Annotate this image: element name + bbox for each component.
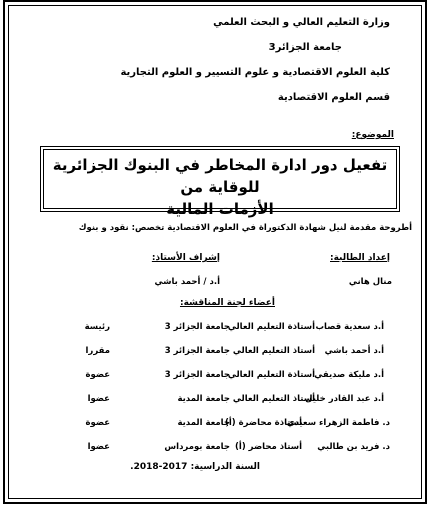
committee-label: أعضاء لجنة المناقشة: bbox=[179, 298, 275, 308]
member-role: رئيسة bbox=[84, 322, 110, 332]
faculty-name: كلية العلوم الاقتصادية و علوم التسيير و العلوم التجارية bbox=[120, 67, 390, 78]
member-name: أ.د عبد القادر خليل bbox=[305, 394, 384, 404]
member-university: جامعة المدية bbox=[177, 394, 230, 404]
member-university: جامعة بومرداس bbox=[164, 442, 230, 452]
member-name: د. فريد بن طالبي bbox=[317, 442, 390, 452]
member-rank: أستاذة التعليم العالي bbox=[227, 322, 315, 332]
title-box bbox=[40, 146, 400, 218]
member-rank: أستاذة محاضرة (أ) bbox=[224, 418, 302, 428]
member-role: عضوة bbox=[85, 418, 110, 428]
student-name: منال هاني bbox=[348, 277, 392, 287]
member-role: عضوة bbox=[85, 370, 110, 380]
thesis-note: أطروحة مقدمة لنيل شهادة الدكتوراة في العلوم الاقتصادية تخصص: نقود و بنوك bbox=[78, 223, 412, 233]
academic-year: السنة الدراسية: 2017-2018. bbox=[130, 462, 260, 472]
member-university: جامعة الجزائر 3 bbox=[164, 370, 230, 380]
member-rank: أستاذ التعليم العالي bbox=[232, 394, 315, 404]
member-university: جامعة الجزائر 3 bbox=[164, 346, 230, 356]
member-rank: أستاذ التعليم العالي bbox=[232, 346, 315, 356]
member-name: أ.د سعدية قصاب bbox=[315, 322, 384, 332]
member-role: عضوا bbox=[87, 394, 110, 404]
university-name: جامعة الجزائر3 bbox=[268, 42, 342, 53]
supervisor-label: إشراف الأستاذ: bbox=[151, 253, 220, 263]
department-name: قسم العلوم الاقتصادية bbox=[277, 92, 390, 103]
student-label: إعداد الطالبة: bbox=[330, 253, 390, 263]
member-university: جامعة المدية bbox=[177, 418, 230, 428]
member-university: جامعة الجزائر 3 bbox=[164, 322, 230, 332]
supervisor-name: أ.د / أحمد باشي bbox=[154, 277, 220, 287]
member-role: عضوا bbox=[87, 442, 110, 452]
member-role: مقررا bbox=[85, 346, 110, 356]
topic-label: الموضوع: bbox=[351, 130, 394, 140]
member-rank: أستاذ محاضر (أ) bbox=[235, 442, 302, 452]
thesis-title-line-1: تفعيل دور ادارة المخاطر في البنوك الجزائرية للوقاية من bbox=[52, 156, 388, 196]
member-name: أ.د مليكة صديقي bbox=[314, 370, 384, 380]
member-name: أ.د أحمد باشي bbox=[324, 346, 384, 356]
member-rank: أستاذة التعليم العالي bbox=[227, 370, 315, 380]
member-name: د. فاطمة الزهراء سعيدي bbox=[286, 418, 390, 428]
ministry-name: وزارة التعليم العالي و البحث العلمي bbox=[213, 17, 390, 28]
thesis-title-line-2: الأزمات المالية bbox=[166, 200, 274, 218]
